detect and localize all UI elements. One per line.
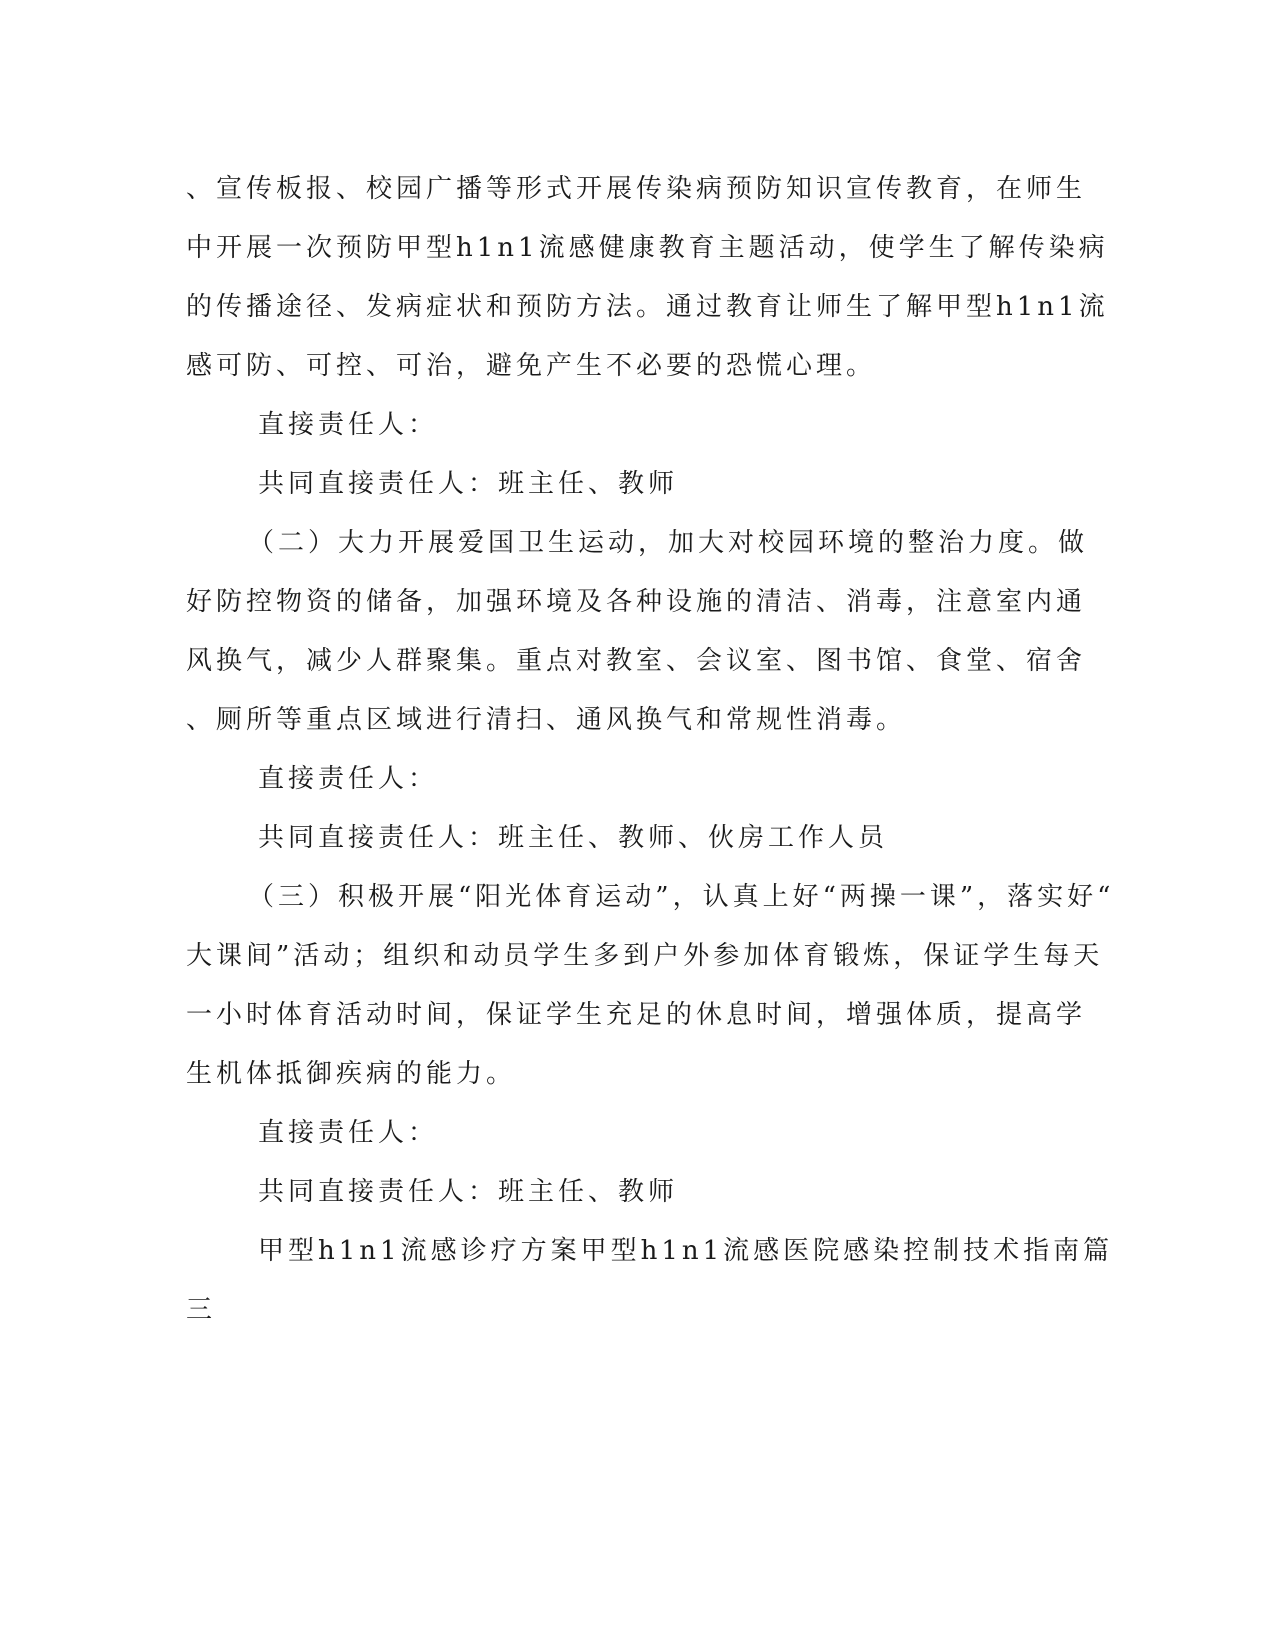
- section-title-line: 甲型h1n1流感诊疗方案甲型h1n1流感医院感染控制技术指南篇: [258, 1236, 1114, 1266]
- body-line: 好防控物资的储备，加强环境及各种设施的清洁、消毒，注意室内通: [186, 587, 1087, 617]
- body-line: 的传播途径、发病症状和预防方法。通过教育让师生了解甲型h1n1流: [186, 292, 1109, 322]
- body-line: 、厕所等重点区域进行清扫、通风换气和常规性消毒。: [186, 705, 907, 735]
- document-body: [186, 160, 1115, 1340]
- body-line: 、宣传板报、校园广播等形式开展传染病预防知识宣传教育，在师生: [186, 174, 1087, 204]
- co-responsible-person-line: 共同直接责任人：班主任、教师、伙房工作人员: [258, 823, 889, 853]
- section-heading-line: （三）积极开展“阳光体育运动”，认真上好“两操一课”，落实好“: [248, 882, 1115, 912]
- responsible-person-line: 直接责任人：: [258, 1118, 439, 1148]
- body-line: 一小时体育活动时间，保证学生充足的休息时间，增强体质，提高学: [186, 1000, 1087, 1030]
- body-line: 大课间”活动；组织和动员学生多到户外参加体育锻炼，保证学生每天: [186, 941, 1104, 971]
- body-line: 感可防、可控、可治，避免产生不必要的恐慌心理。: [186, 351, 877, 381]
- section-heading-line: （二）大力开展爱国卫生运动，加大对校园环境的整治力度。做: [248, 528, 1089, 558]
- section-title-continuation: 三: [186, 1295, 217, 1325]
- body-line: 风换气，减少人群聚集。重点对教室、会议室、图书馆、食堂、宿舍: [186, 646, 1087, 676]
- responsible-person-line: 直接责任人：: [258, 764, 439, 794]
- body-line: 生机体抵御疾病的能力。: [186, 1059, 517, 1089]
- responsible-person-line: 直接责任人：: [258, 410, 439, 440]
- co-responsible-person-line: 共同直接责任人：班主任、教师: [258, 469, 679, 499]
- body-line: 中开展一次预防甲型h1n1流感健康教育主题活动，使学生了解传染病: [186, 233, 1109, 263]
- co-responsible-person-line: 共同直接责任人：班主任、教师: [258, 1177, 679, 1207]
